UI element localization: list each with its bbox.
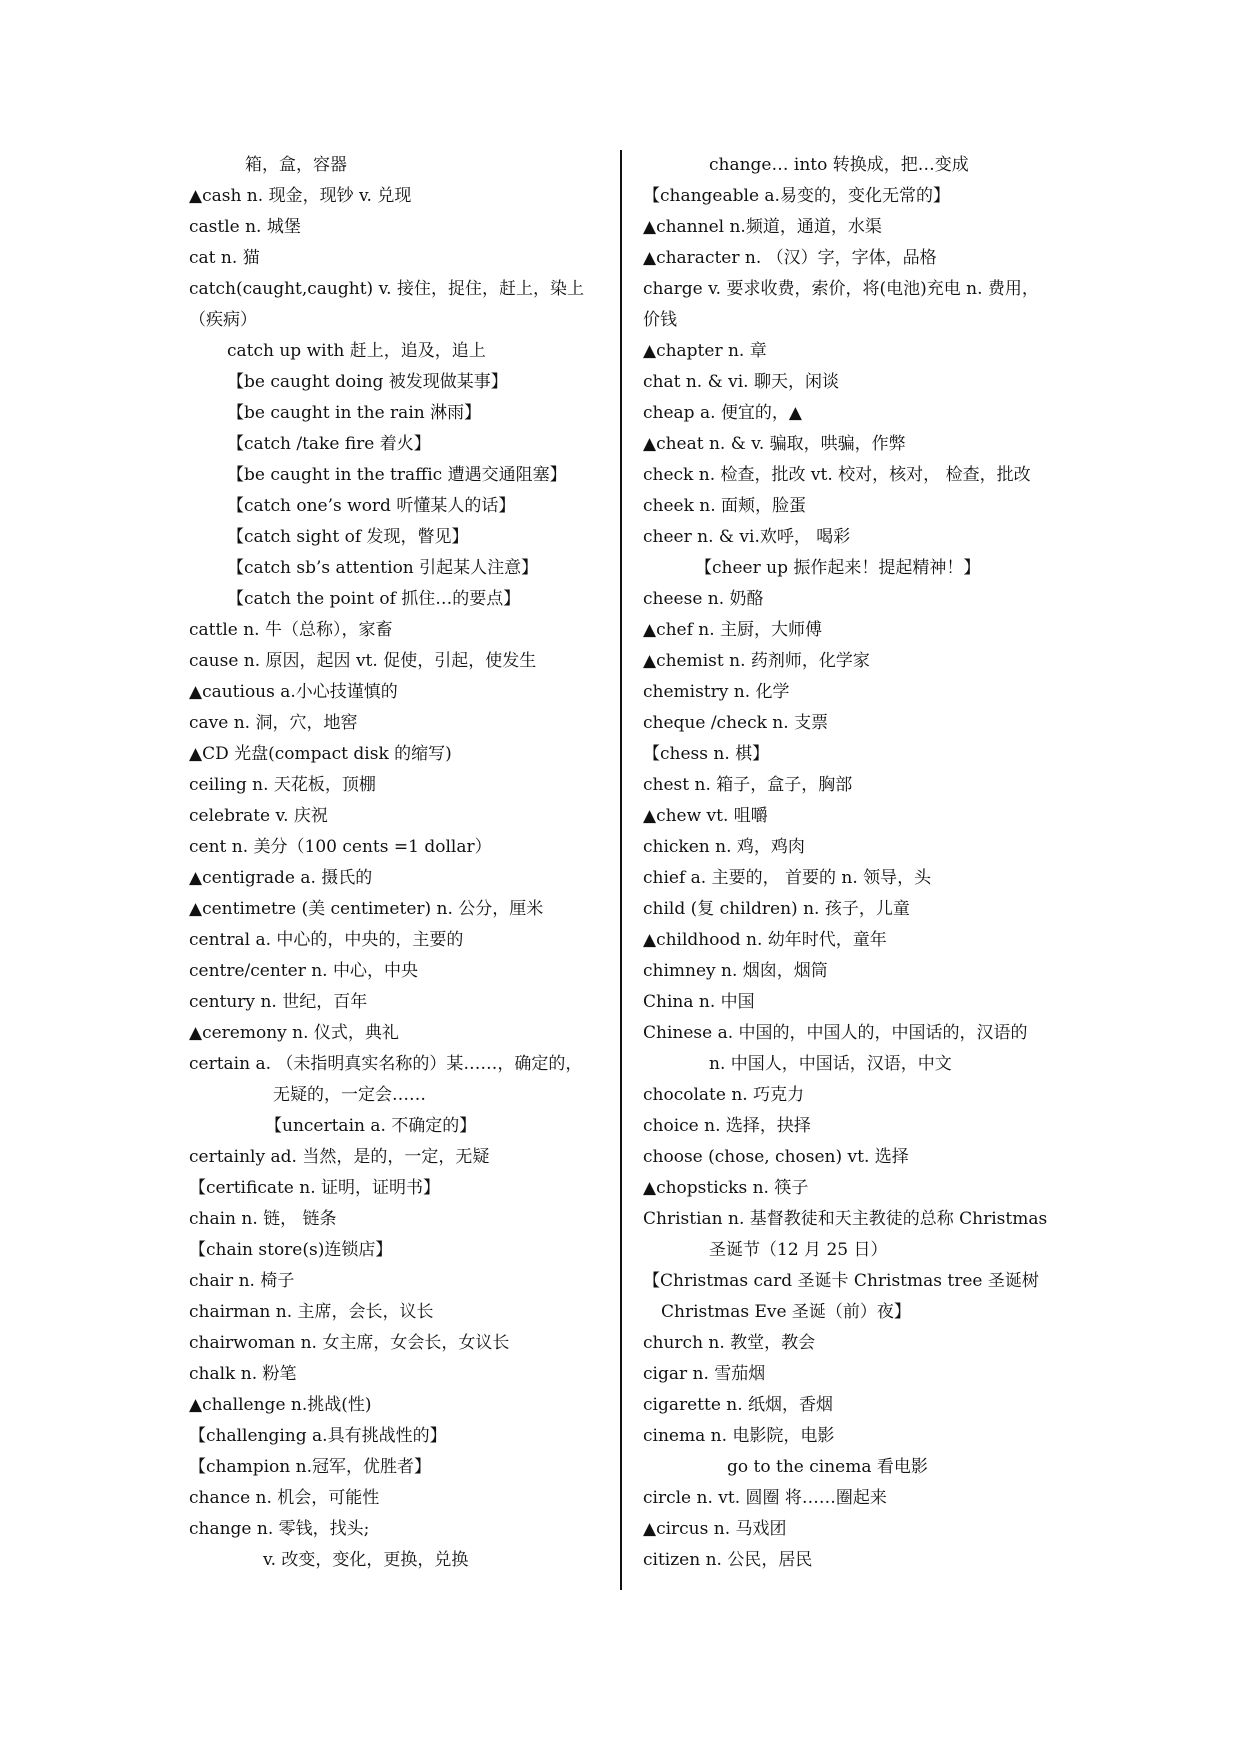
entry-line: 【uncertain a. 不确定的】 (265, 1116, 477, 1136)
entry-line: chair n. 椅子 (189, 1271, 295, 1291)
entry-line: ▲cash n. 现金，现钞 v. 兑现 (189, 186, 412, 206)
entry-line: chimney n. 烟囱，烟筒 (643, 961, 828, 981)
entry-line: cigarette n. 纸烟，香烟 (643, 1395, 834, 1415)
entry-line: chain n. 链， 链条 (189, 1209, 337, 1229)
entry-line: cheer n. & vi.欢呼， 喝彩 (643, 527, 851, 547)
entry-line: ▲chapter n. 章 (643, 341, 767, 361)
entry-line: 【catch /take fire 着火】 (227, 434, 431, 454)
entry-line: catch up with 赶上，追及，追上 (227, 341, 486, 361)
entry-line: ▲chef n. 主厨，大师傅 (643, 620, 823, 640)
entry-line: Christian n. 基督教徒和天主教徒的总称 Christmas (643, 1209, 1048, 1229)
entry-line: chest n. 箱子，盒子，胸部 (643, 775, 853, 795)
entry-line: centre/center n. 中心，中央 (189, 961, 418, 981)
entry-line: celebrate v. 庆祝 (189, 806, 328, 826)
entry-line: ▲channel n.频道，通道，水渠 (643, 217, 882, 237)
entry-line: ▲chew vt. 咀嚼 (643, 806, 768, 826)
entry-line: ▲childhood n. 幼年时代，童年 (643, 930, 887, 950)
entry-line: ▲challenge n.挑战(性) (189, 1395, 372, 1415)
entry-line: ▲character n. （汉）字，字体，品格 (643, 248, 937, 268)
entry-line: ▲chemist n. 药剂师，化学家 (643, 651, 870, 671)
entry-line: certain a. （未指明真实名称的）某……，确定的， (189, 1054, 583, 1074)
left-column (189, 150, 614, 1576)
entry-line: chance n. 机会，可能性 (189, 1488, 380, 1508)
entry-line: cat n. 猫 (189, 248, 260, 268)
entry-line: 【champion n.冠军，优胜者】 (189, 1457, 431, 1477)
entry-line: charge v. 要求收费，索价，将(电池)充电 n. 费用， (643, 279, 1039, 299)
entry-line: cheque /check n. 支票 (643, 713, 829, 733)
entry-line: Chinese a. 中国的，中国人的，中国话的，汉语的 (643, 1023, 1028, 1043)
entry-line: n. 中国人，中国话，汉语，中文 (709, 1054, 952, 1074)
entry-line: ▲cautious a.小心技谨慎的 (189, 682, 398, 702)
entry-line: 【cheer up 振作起来！提起精神！】 (695, 558, 981, 578)
entry-line: 【chain store(s)连锁店】 (189, 1240, 393, 1260)
entry-line: ▲centigrade a. 摄氏的 (189, 868, 373, 888)
entry-line: 【catch one’s word 听懂某人的话】 (227, 496, 516, 516)
entry-line: 【be caught in the rain 淋雨】 (227, 403, 482, 423)
entry-line: 【certificate n. 证明，证明书】 (189, 1178, 441, 1198)
entry-line: （疾病） (189, 310, 257, 330)
entry-line: ▲CD 光盘(compact disk 的缩写) (189, 744, 452, 764)
entry-line: chat n. & vi. 聊天，闲谈 (643, 372, 839, 392)
entry-line: 无疑的，一定会…… (273, 1085, 426, 1105)
entry-line: cigar n. 雪茄烟 (643, 1364, 766, 1384)
entry-line: ▲circus n. 马戏团 (643, 1519, 787, 1539)
right-column (643, 150, 1083, 1576)
entry-line: 【challenging a.具有挑战性的】 (189, 1426, 447, 1446)
entry-line: circle n. vt. 圆圈 将……圈起来 (643, 1488, 887, 1508)
entry-line: 【catch sight of 发现，瞥见】 (227, 527, 469, 547)
entry-line: ceiling n. 天花板，顶棚 (189, 775, 376, 795)
entry-line: castle n. 城堡 (189, 217, 301, 237)
entry-line: China n. 中国 (643, 992, 755, 1012)
entry-line: ▲chopsticks n. 筷子 (643, 1178, 809, 1198)
entry-line: cent n. 美分（100 cents =1 dollar） (189, 837, 492, 857)
entry-line: go to the cinema 看电影 (727, 1457, 928, 1477)
entry-line: Christmas Eve 圣诞（前）夜】 (661, 1302, 911, 1322)
entry-line: 【chess n. 棋】 (643, 744, 770, 764)
entry-line: catch(caught,caught) v. 接住，捉住，赶上，染上 (189, 279, 584, 299)
entry-line: ▲centimetre (美 centimeter) n. 公分，厘米 (189, 899, 544, 919)
entry-line: chairwoman n. 女主席，女会长，女议长 (189, 1333, 510, 1353)
entry-line: 【changeable a.易变的，变化无常的】 (643, 186, 950, 206)
entry-line: choice n. 选择，抉择 (643, 1116, 811, 1136)
entry-line: 价钱 (643, 310, 677, 330)
entry-line: citizen n. 公民，居民 (643, 1550, 813, 1570)
entry-line: cheese n. 奶酪 (643, 589, 764, 609)
entry-line: chicken n. 鸡，鸡肉 (643, 837, 805, 857)
entry-line: church n. 教堂，教会 (643, 1333, 816, 1353)
entry-line: 【catch the point of 抓住…的要点】 (227, 589, 521, 609)
entry-line: ▲cheat n. & v. 骗取，哄骗，作弊 (643, 434, 906, 454)
entry-line: child (复 children) n. 孩子，儿童 (643, 899, 910, 919)
entry-line: certainly ad. 当然，是的，一定，无疑 (189, 1147, 490, 1167)
entry-line: cave n. 洞，穴，地窖 (189, 713, 358, 733)
entry-line: chocolate n. 巧克力 (643, 1085, 805, 1105)
column-divider (620, 150, 622, 1590)
entry-line: 【catch sb’s attention 引起某人注意】 (227, 558, 539, 578)
entry-line: 【be caught in the traffic 遭遇交通阻塞】 (227, 465, 567, 485)
entry-line: cattle n. 牛（总称），家畜 (189, 620, 393, 640)
entry-line: ▲ceremony n. 仪式，典礼 (189, 1023, 399, 1043)
entry-line: change n. 零钱，找头; (189, 1519, 370, 1539)
entry-line: 箱，盒，容器 (245, 155, 347, 175)
entry-line: chemistry n. 化学 (643, 682, 790, 702)
entry-line: change… into 转换成，把…变成 (709, 155, 969, 175)
entry-line: 【be caught doing 被发现做某事】 (227, 372, 508, 392)
entry-line: century n. 世纪，百年 (189, 992, 368, 1012)
entry-line: cheap a. 便宜的，▲ (643, 403, 802, 423)
entry-line: choose (chose, chosen) vt. 选择 (643, 1147, 909, 1167)
entry-line: cinema n. 电影院，电影 (643, 1426, 835, 1446)
entry-line: check n. 检查，批改 vt. 校对，核对， 检查，批改 (643, 465, 1031, 485)
entry-line: chairman n. 主席，会长，议长 (189, 1302, 434, 1322)
entry-line: 【Christmas card 圣诞卡 Christmas tree 圣诞树 (643, 1271, 1039, 1291)
entry-line: chief a. 主要的， 首要的 n. 领导，头 (643, 868, 932, 888)
entry-line: 圣诞节（12 月 25 日） (709, 1240, 888, 1260)
entry-line: v. 改变，变化，更换，兑换 (263, 1550, 469, 1570)
entry-line: cheek n. 面颊，脸蛋 (643, 496, 807, 516)
entry-line: cause n. 原因，起因 vt. 促使，引起，使发生 (189, 651, 537, 671)
entry-line: central a. 中心的，中央的，主要的 (189, 930, 464, 950)
entry-line: chalk n. 粉笔 (189, 1364, 297, 1384)
